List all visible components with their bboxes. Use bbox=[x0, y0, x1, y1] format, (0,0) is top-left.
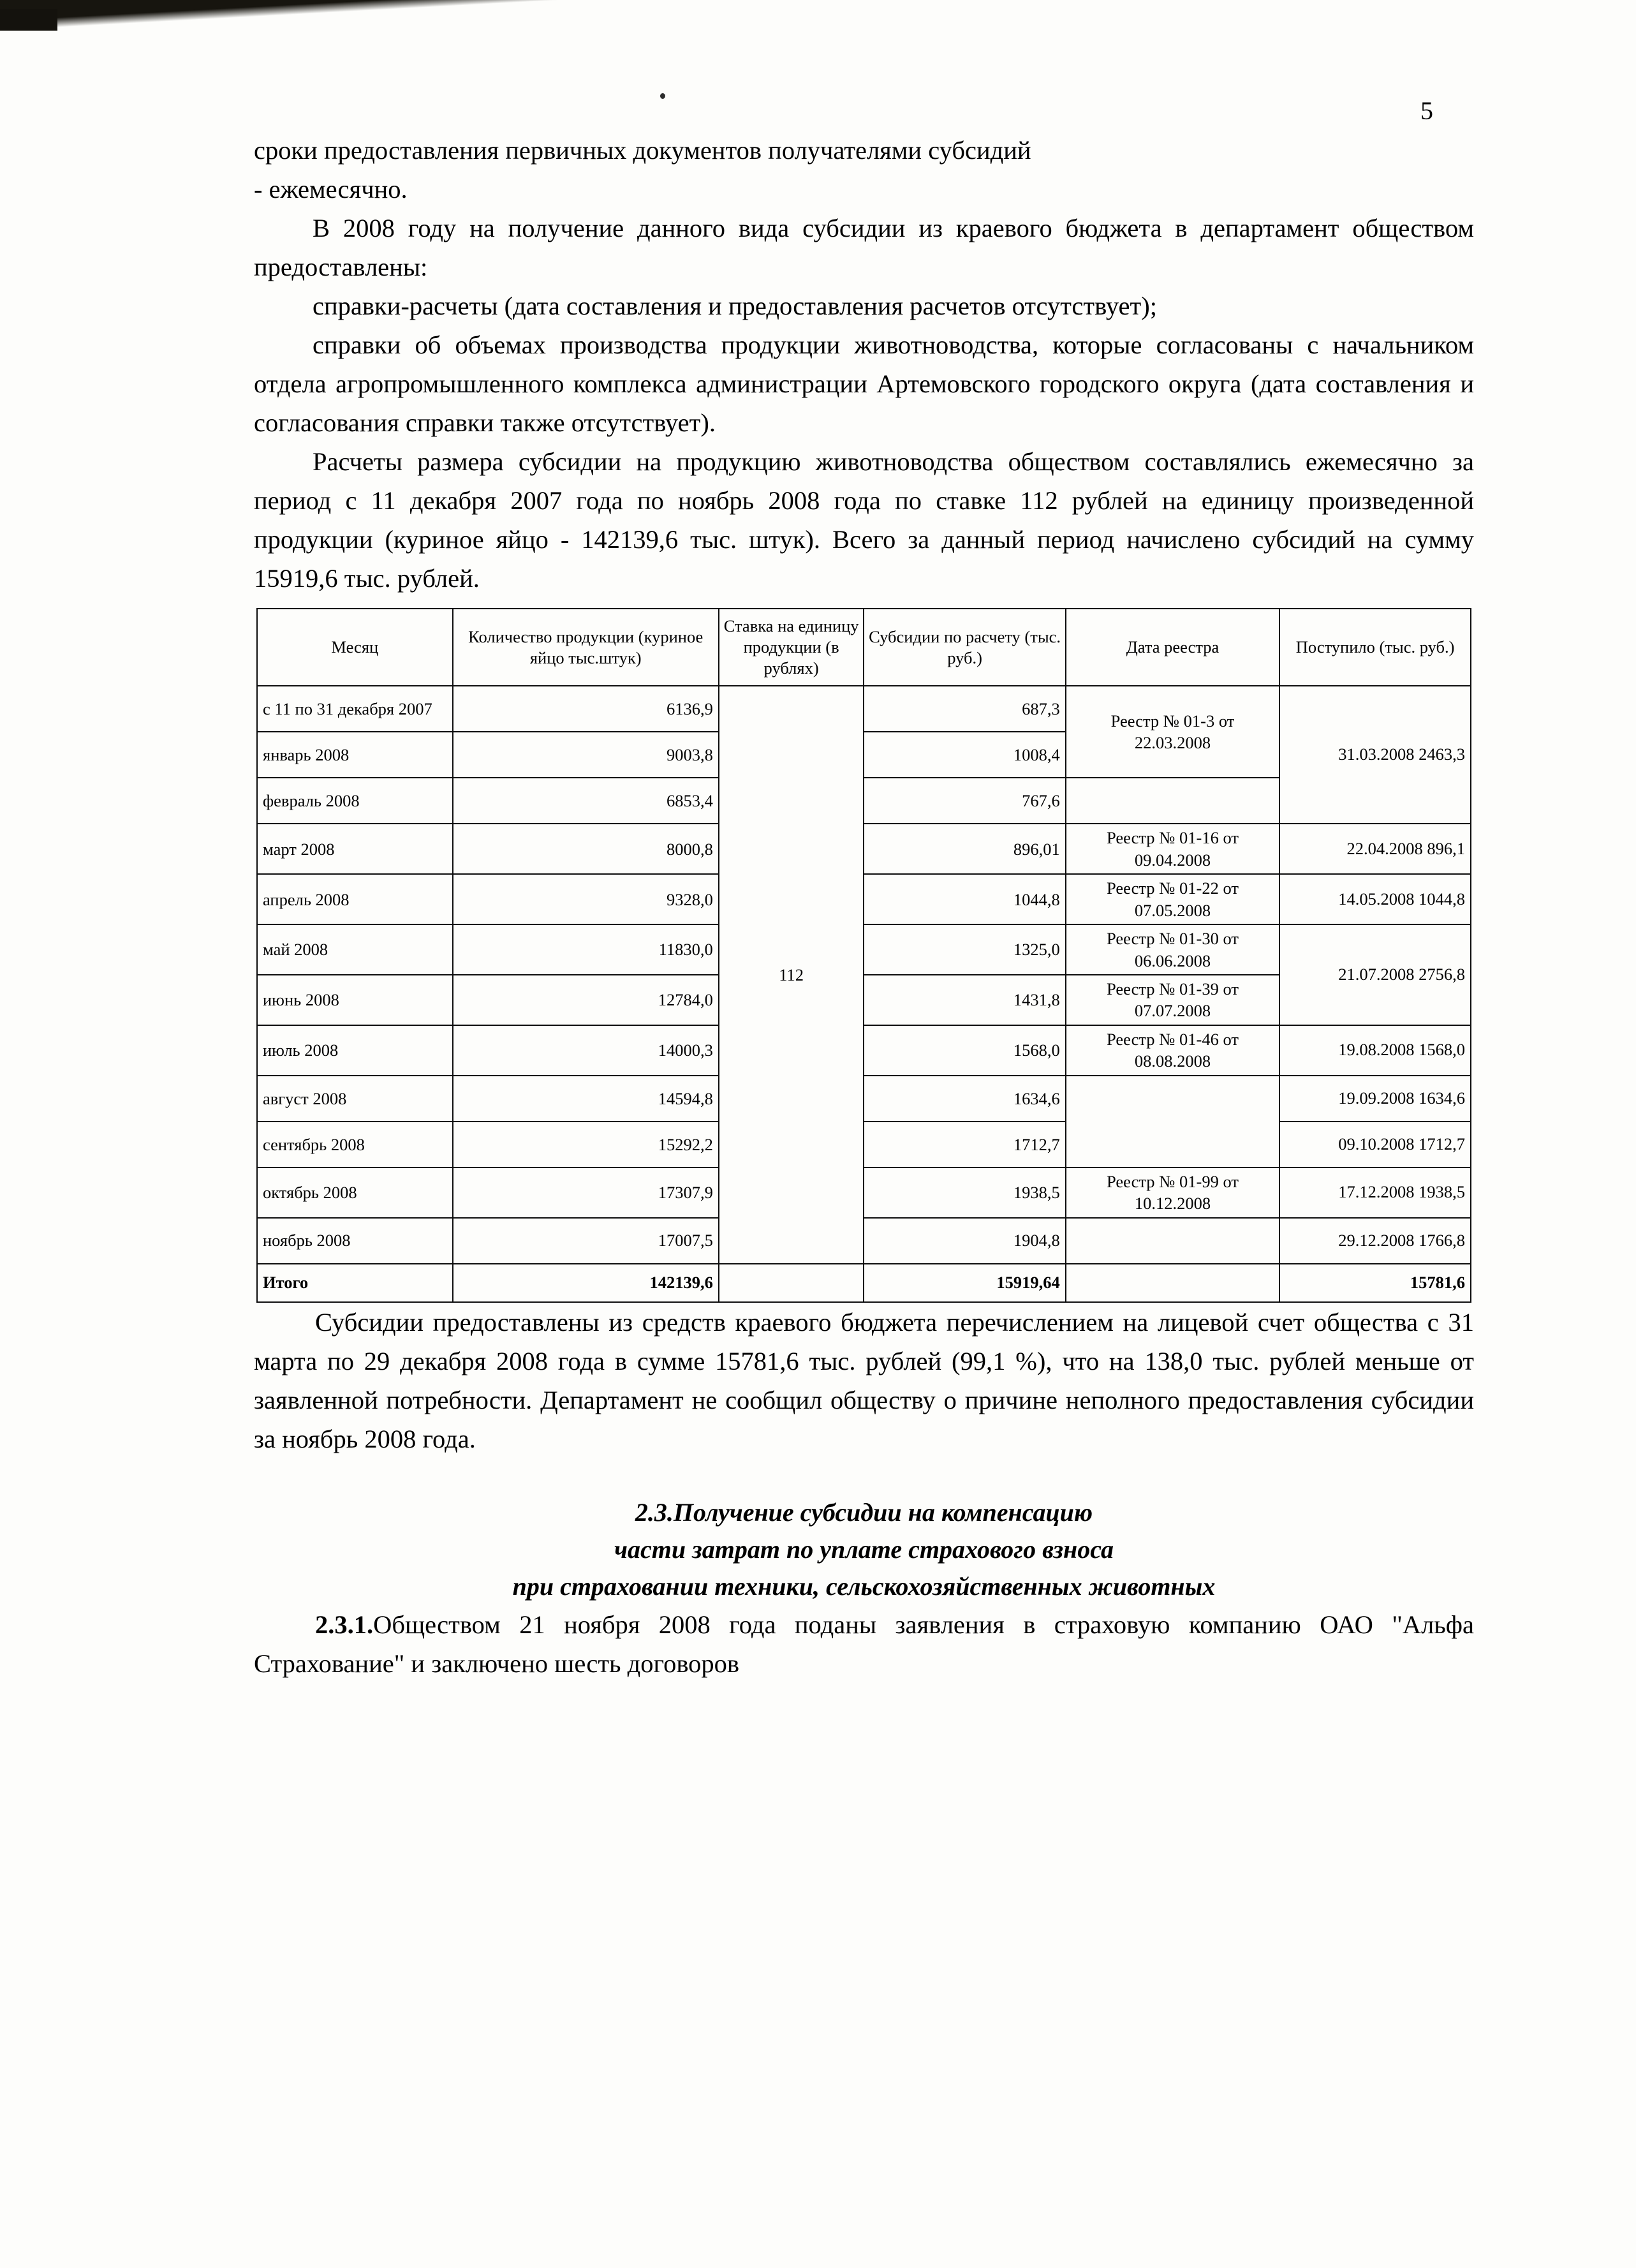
table-row bbox=[257, 924, 1471, 975]
cell-total-rate bbox=[719, 1264, 864, 1302]
cell-month: июнь 2008 bbox=[257, 975, 453, 1025]
cell-calculated: 1044,8 bbox=[864, 874, 1065, 924]
scan-speck bbox=[660, 93, 665, 99]
th-month: Месяц bbox=[257, 609, 453, 686]
paragraph-1-line-2: - ежемесячно. bbox=[254, 175, 408, 204]
paragraph-4: справки об объемах производства продукции животноводства, которые согласованы с начальником отдела агропромышленного комплекса администрации Артемовского городского округа (дата составления и согласования справки также отсутствует). bbox=[254, 330, 1474, 437]
cell-received: 29.12.2008 1766,8 bbox=[1279, 1218, 1471, 1264]
cell-registry bbox=[1066, 778, 1280, 824]
paragraph-7 bbox=[254, 1605, 1474, 1683]
cell-month: август 2008 bbox=[257, 1076, 453, 1122]
clause-text: Обществом 21 ноября 2008 года поданы заявления в страховую компанию ОАО "Альфа Страхование" и заключено шесть договоров bbox=[254, 1610, 1474, 1678]
cell-month: апрель 2008 bbox=[257, 874, 453, 924]
clause-number: 2.3.1. bbox=[315, 1610, 374, 1639]
cell-registry: Реестр № 01-22 от 07.05.2008 bbox=[1066, 874, 1280, 924]
document-body bbox=[254, 131, 1474, 1683]
scan-artifact-corner bbox=[0, 9, 57, 31]
table-row bbox=[257, 824, 1471, 874]
subsidy-table-wrapper bbox=[256, 608, 1471, 1303]
table-row bbox=[257, 1025, 1471, 1076]
section-heading-line-3: при страховании техники, сельскохозяйственных животных bbox=[512, 1571, 1216, 1601]
cell-quantity: 9328,0 bbox=[453, 874, 719, 924]
paragraph-3: справки-расчеты (дата составления и предоставления расчетов отсутствует); bbox=[313, 292, 1157, 320]
cell-registry bbox=[1066, 1218, 1280, 1264]
page-number: 5 bbox=[1420, 96, 1433, 125]
cell-registry: Реестр № 01-99 от 10.12.2008 bbox=[1066, 1167, 1280, 1218]
cell-quantity: 15292,2 bbox=[453, 1122, 719, 1167]
cell-calculated: 687,3 bbox=[864, 686, 1065, 732]
cell-received: 22.04.2008 896,1 bbox=[1279, 824, 1471, 874]
cell-total-received: 15781,6 bbox=[1279, 1264, 1471, 1302]
section-heading-line-2: части затрат по уплате страхового взноса bbox=[614, 1534, 1114, 1564]
table-row bbox=[257, 686, 1471, 732]
cell-quantity: 6853,4 bbox=[453, 778, 719, 824]
cell-total-calculated: 15919,64 bbox=[864, 1264, 1065, 1302]
th-received: Поступило (тыс. руб.) bbox=[1279, 609, 1471, 686]
cell-received: 31.03.2008 2463,3 bbox=[1279, 686, 1471, 824]
section-heading-line-1: 2.3.Получение субсидии на компенсацию bbox=[635, 1497, 1093, 1527]
cell-total-label: Итого bbox=[257, 1264, 453, 1302]
table-header-row bbox=[257, 609, 1471, 686]
table-body bbox=[257, 686, 1471, 1301]
table-row bbox=[257, 1122, 1471, 1167]
cell-calculated: 1568,0 bbox=[864, 1025, 1065, 1076]
cell-received: 09.10.2008 1712,7 bbox=[1279, 1122, 1471, 1167]
table-row bbox=[257, 1076, 1471, 1122]
table-row bbox=[257, 1167, 1471, 1218]
cell-received: 14.05.2008 1044,8 bbox=[1279, 874, 1471, 924]
cell-quantity: 14594,8 bbox=[453, 1076, 719, 1122]
subsidy-table bbox=[256, 608, 1471, 1303]
cell-registry: Реестр № 01-46 от 08.08.2008 bbox=[1066, 1025, 1280, 1076]
table-header bbox=[257, 609, 1471, 686]
cell-rate: 112 bbox=[719, 686, 864, 1263]
table-total-row bbox=[257, 1264, 1471, 1302]
cell-total-quantity: 142139,6 bbox=[453, 1264, 719, 1302]
cell-calculated: 1325,0 bbox=[864, 924, 1065, 975]
cell-received: 21.07.2008 2756,8 bbox=[1279, 924, 1471, 1025]
cell-quantity: 11830,0 bbox=[453, 924, 719, 975]
paragraph-2: В 2008 году на получение данного вида субсидии из краевого бюджета в департамент обществом предоставлены: bbox=[254, 214, 1474, 281]
cell-registry: Реестр № 01-3 от 22.03.2008 bbox=[1066, 686, 1280, 778]
th-calculated-subsidy: Субсидии по расчету (тыс. руб.) bbox=[864, 609, 1065, 686]
cell-month: июль 2008 bbox=[257, 1025, 453, 1076]
paragraph-1-line-1: сроки предоставления первичных документов получателями субсидий bbox=[254, 136, 1031, 165]
cell-quantity: 17007,5 bbox=[453, 1218, 719, 1264]
cell-calculated: 1431,8 bbox=[864, 975, 1065, 1025]
th-rate: Ставка на единицу продукции (в рублях) bbox=[719, 609, 864, 686]
cell-quantity: 12784,0 bbox=[453, 975, 719, 1025]
cell-calculated: 1938,5 bbox=[864, 1167, 1065, 1218]
cell-calculated: 1634,6 bbox=[864, 1076, 1065, 1122]
cell-registry bbox=[1066, 1076, 1280, 1167]
cell-month: с 11 по 31 декабря 2007 bbox=[257, 686, 453, 732]
section-heading bbox=[254, 1494, 1474, 1605]
cell-total-registry bbox=[1066, 1264, 1280, 1302]
cell-quantity: 8000,8 bbox=[453, 824, 719, 874]
th-registry-date: Дата реестра bbox=[1066, 609, 1280, 686]
scan-artifact-top-left bbox=[0, 0, 561, 29]
cell-calculated: 1904,8 bbox=[864, 1218, 1065, 1264]
cell-month: январь 2008 bbox=[257, 732, 453, 778]
cell-registry: Реестр № 01-30 от 06.06.2008 bbox=[1066, 924, 1280, 975]
cell-calculated: 1712,7 bbox=[864, 1122, 1065, 1167]
th-quantity: Количество продукции (куриное яйцо тыс.штук) bbox=[453, 609, 719, 686]
cell-quantity: 6136,9 bbox=[453, 686, 719, 732]
table-row bbox=[257, 874, 1471, 924]
table-row bbox=[257, 1218, 1471, 1264]
cell-month: сентябрь 2008 bbox=[257, 1122, 453, 1167]
cell-quantity: 17307,9 bbox=[453, 1167, 719, 1218]
cell-quantity: 14000,3 bbox=[453, 1025, 719, 1076]
cell-calculated: 896,01 bbox=[864, 824, 1065, 874]
cell-received: 19.08.2008 1568,0 bbox=[1279, 1025, 1471, 1076]
cell-registry: Реестр № 01-16 от 09.04.2008 bbox=[1066, 824, 1280, 874]
cell-month: ноябрь 2008 bbox=[257, 1218, 453, 1264]
paragraph-6: Субсидии предоставлены из средств краевого бюджета перечислением на лицевой счет общества с 31 марта по 29 декабря 2008 года в сумме 15781,6 тыс. рублей (99,1 %), что на 138,0 тыс. рублей меньше от заявленной потребности. Департамент не сообщил обществу о причине неполного предоставления субсидии за ноябрь 2008 года. bbox=[254, 1307, 1474, 1453]
paragraph-5: Расчеты размера субсидии на продукцию животноводства обществом составлялись ежемесячно за период с 11 декабря 2007 года по ноябрь 2008 года по ставке 112 рублей на единицу произведенной продукции (куриное яйцо - 142139,6 тыс. штук). Всего за данный период начислено субсидий на сумму 15919,6 тыс. рублей. bbox=[254, 447, 1474, 593]
cell-calculated: 1008,4 bbox=[864, 732, 1065, 778]
cell-quantity: 9003,8 bbox=[453, 732, 719, 778]
cell-received: 17.12.2008 1938,5 bbox=[1279, 1167, 1471, 1218]
cell-month: март 2008 bbox=[257, 824, 453, 874]
cell-calculated: 767,6 bbox=[864, 778, 1065, 824]
cell-month: май 2008 bbox=[257, 924, 453, 975]
cell-received: 19.09.2008 1634,6 bbox=[1279, 1076, 1471, 1122]
cell-month: февраль 2008 bbox=[257, 778, 453, 824]
cell-month: октябрь 2008 bbox=[257, 1167, 453, 1218]
cell-registry: Реестр № 01-39 от 07.07.2008 bbox=[1066, 975, 1280, 1025]
